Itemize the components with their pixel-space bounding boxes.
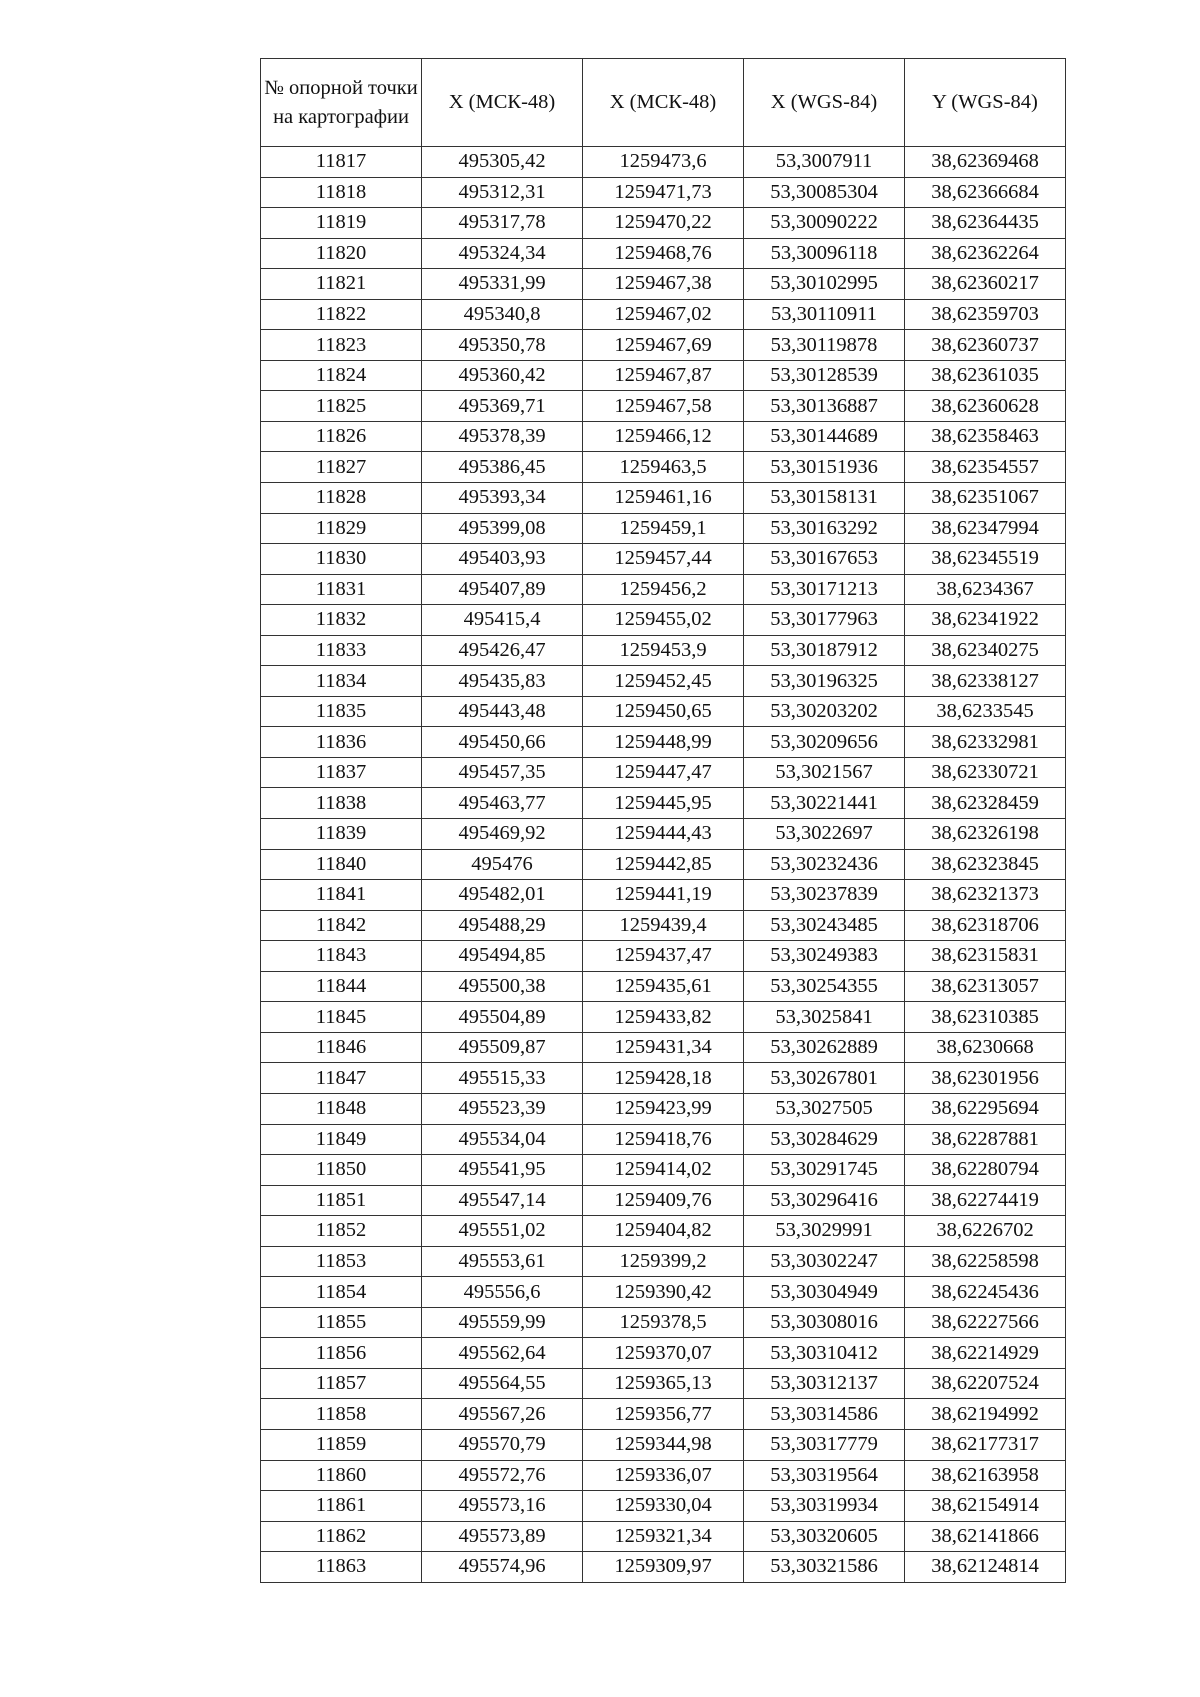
cell-x-msk48-a: 495378,39 [422,421,583,452]
cell-x-msk48-a: 495369,71 [422,391,583,422]
cell-x-msk48-a: 495469,92 [422,819,583,850]
cell-point-number: 11821 [261,269,422,300]
cell-x-wgs84: 53,30237839 [744,880,905,911]
cell-point-number: 11828 [261,483,422,514]
cell-y-wgs84: 38,62194992 [905,1399,1066,1430]
cell-x-msk48-a: 495450,66 [422,727,583,758]
cell-point-number: 11848 [261,1093,422,1124]
cell-x-wgs84: 53,30085304 [744,177,905,208]
cell-y-wgs84: 38,62207524 [905,1368,1066,1399]
cell-x-wgs84: 53,30254355 [744,971,905,1002]
cell-x-msk48-b: 1259470,22 [583,208,744,239]
cell-x-wgs84: 53,30203202 [744,696,905,727]
cell-point-number: 11840 [261,849,422,880]
cell-x-msk48-a: 495494,85 [422,941,583,972]
cell-x-msk48-a: 495457,35 [422,757,583,788]
cell-x-wgs84: 53,30249383 [744,941,905,972]
table-row [261,452,1066,483]
cell-y-wgs84: 38,62364435 [905,208,1066,239]
cell-x-msk48-b: 1259431,34 [583,1032,744,1063]
cell-x-msk48-b: 1259409,76 [583,1185,744,1216]
cell-x-msk48-b: 1259399,2 [583,1246,744,1277]
cell-point-number: 11818 [261,177,422,208]
cell-x-msk48-b: 1259450,65 [583,696,744,727]
cell-x-msk48-a: 495572,76 [422,1460,583,1491]
cell-y-wgs84: 38,62295694 [905,1093,1066,1124]
cell-x-wgs84: 53,3027505 [744,1093,905,1124]
cell-point-number: 11835 [261,696,422,727]
table-row [261,177,1066,208]
table-row [261,727,1066,758]
cell-x-msk48-b: 1259452,45 [583,666,744,697]
table-row [261,696,1066,727]
cell-x-wgs84: 53,30096118 [744,238,905,269]
cell-x-msk48-b: 1259344,98 [583,1429,744,1460]
cell-x-msk48-b: 1259468,76 [583,238,744,269]
header-x-msk48-b: X (МСК-48) [583,59,744,147]
table-row [261,635,1066,666]
cell-point-number: 11843 [261,941,422,972]
table-row [261,1063,1066,1094]
cell-x-msk48-a: 495340,8 [422,299,583,330]
cell-x-msk48-b: 1259441,19 [583,880,744,911]
cell-x-msk48-a: 495482,01 [422,880,583,911]
cell-x-msk48-b: 1259444,43 [583,819,744,850]
cell-point-number: 11832 [261,605,422,636]
cell-x-msk48-b: 1259433,82 [583,1002,744,1033]
cell-point-number: 11859 [261,1429,422,1460]
cell-point-number: 11836 [261,727,422,758]
cell-y-wgs84: 38,62326198 [905,819,1066,850]
cell-x-msk48-b: 1259435,61 [583,971,744,1002]
cell-point-number: 11839 [261,819,422,850]
cell-y-wgs84: 38,62318706 [905,910,1066,941]
cell-x-wgs84: 53,30163292 [744,513,905,544]
cell-point-number: 11860 [261,1460,422,1491]
cell-x-msk48-a: 495562,64 [422,1338,583,1369]
cell-x-wgs84: 53,30221441 [744,788,905,819]
cell-x-msk48-a: 495386,45 [422,452,583,483]
cell-point-number: 11842 [261,910,422,941]
table-row [261,544,1066,575]
cell-x-wgs84: 53,30110911 [744,299,905,330]
cell-y-wgs84: 38,6230668 [905,1032,1066,1063]
table-row [261,1429,1066,1460]
cell-x-wgs84: 53,30267801 [744,1063,905,1094]
cell-y-wgs84: 38,62330721 [905,757,1066,788]
cell-point-number: 11862 [261,1521,422,1552]
cell-point-number: 11826 [261,421,422,452]
cell-x-msk48-b: 1259461,16 [583,483,744,514]
cell-y-wgs84: 38,62351067 [905,483,1066,514]
cell-x-msk48-a: 495551,02 [422,1216,583,1247]
cell-point-number: 11819 [261,208,422,239]
cell-y-wgs84: 38,62360737 [905,330,1066,361]
header-point-number: № опорной точки на картографии [261,59,422,147]
cell-x-msk48-b: 1259457,44 [583,544,744,575]
cell-y-wgs84: 38,62362264 [905,238,1066,269]
table-row [261,1002,1066,1033]
cell-y-wgs84: 38,62366684 [905,177,1066,208]
table-row [261,971,1066,1002]
table-row [261,1093,1066,1124]
table-row [261,1521,1066,1552]
cell-y-wgs84: 38,6234367 [905,574,1066,605]
cell-x-wgs84: 53,3025841 [744,1002,905,1033]
cell-y-wgs84: 38,62141866 [905,1521,1066,1552]
cell-y-wgs84: 38,62323845 [905,849,1066,880]
cell-x-msk48-a: 495393,34 [422,483,583,514]
cell-x-msk48-b: 1259309,97 [583,1552,744,1583]
table-row [261,269,1066,300]
cell-x-msk48-a: 495547,14 [422,1185,583,1216]
cell-point-number: 11838 [261,788,422,819]
cell-x-msk48-b: 1259463,5 [583,452,744,483]
cell-point-number: 11855 [261,1307,422,1338]
cell-point-number: 11831 [261,574,422,605]
table-row [261,1155,1066,1186]
cell-x-msk48-b: 1259467,69 [583,330,744,361]
cell-x-msk48-b: 1259456,2 [583,574,744,605]
cell-point-number: 11846 [261,1032,422,1063]
table-row [261,819,1066,850]
cell-x-msk48-a: 495541,95 [422,1155,583,1186]
table-header-row [261,59,1066,147]
cell-x-msk48-b: 1259453,9 [583,635,744,666]
cell-y-wgs84: 38,62347994 [905,513,1066,544]
cell-x-msk48-b: 1259439,4 [583,910,744,941]
cell-y-wgs84: 38,62313057 [905,971,1066,1002]
cell-x-msk48-b: 1259418,76 [583,1124,744,1155]
cell-x-wgs84: 53,30262889 [744,1032,905,1063]
cell-x-msk48-b: 1259330,04 [583,1491,744,1522]
cell-y-wgs84: 38,62274419 [905,1185,1066,1216]
cell-y-wgs84: 38,62360217 [905,269,1066,300]
cell-x-msk48-b: 1259467,58 [583,391,744,422]
cell-x-msk48-a: 495504,89 [422,1002,583,1033]
cell-x-msk48-a: 495570,79 [422,1429,583,1460]
cell-point-number: 11837 [261,757,422,788]
table-row [261,666,1066,697]
table-row [261,360,1066,391]
cell-y-wgs84: 38,62315831 [905,941,1066,972]
cell-x-wgs84: 53,30136887 [744,391,905,422]
cell-x-msk48-a: 495324,34 [422,238,583,269]
cell-x-msk48-b: 1259321,34 [583,1521,744,1552]
cell-y-wgs84: 38,62177317 [905,1429,1066,1460]
cell-point-number: 11861 [261,1491,422,1522]
cell-y-wgs84: 38,62359703 [905,299,1066,330]
cell-x-msk48-a: 495573,89 [422,1521,583,1552]
cell-x-wgs84: 53,3022697 [744,819,905,850]
cell-point-number: 11847 [261,1063,422,1094]
cell-x-msk48-a: 495553,61 [422,1246,583,1277]
cell-x-wgs84: 53,30177963 [744,605,905,636]
cell-x-wgs84: 53,3021567 [744,757,905,788]
cell-x-wgs84: 53,30296416 [744,1185,905,1216]
cell-point-number: 11841 [261,880,422,911]
cell-x-msk48-a: 495407,89 [422,574,583,605]
table-row [261,1368,1066,1399]
cell-point-number: 11829 [261,513,422,544]
cell-x-wgs84: 53,30196325 [744,666,905,697]
cell-x-msk48-a: 495443,48 [422,696,583,727]
cell-y-wgs84: 38,62358463 [905,421,1066,452]
cell-y-wgs84: 38,62354557 [905,452,1066,483]
cell-point-number: 11849 [261,1124,422,1155]
cell-x-msk48-b: 1259442,85 [583,849,744,880]
cell-y-wgs84: 38,62310385 [905,1002,1066,1033]
cell-x-wgs84: 53,30302247 [744,1246,905,1277]
cell-x-wgs84: 53,30291745 [744,1155,905,1186]
cell-x-msk48-a: 495574,96 [422,1552,583,1583]
cell-x-msk48-b: 1259390,42 [583,1277,744,1308]
cell-y-wgs84: 38,62341922 [905,605,1066,636]
cell-point-number: 11854 [261,1277,422,1308]
cell-point-number: 11856 [261,1338,422,1369]
cell-x-msk48-a: 495463,77 [422,788,583,819]
cell-x-msk48-b: 1259448,99 [583,727,744,758]
table-body [261,147,1066,1583]
cell-point-number: 11834 [261,666,422,697]
cell-y-wgs84: 38,62163958 [905,1460,1066,1491]
table-row [261,1460,1066,1491]
cell-x-wgs84: 53,30319934 [744,1491,905,1522]
cell-x-wgs84: 53,30243485 [744,910,905,941]
cell-x-msk48-b: 1259378,5 [583,1307,744,1338]
cell-x-msk48-a: 495360,42 [422,360,583,391]
cell-y-wgs84: 38,62214929 [905,1338,1066,1369]
cell-x-wgs84: 53,30187912 [744,635,905,666]
cell-x-wgs84: 53,30317779 [744,1429,905,1460]
table-row [261,941,1066,972]
cell-x-msk48-b: 1259404,82 [583,1216,744,1247]
cell-point-number: 11824 [261,360,422,391]
cell-x-wgs84: 53,30171213 [744,574,905,605]
cell-x-msk48-a: 495312,31 [422,177,583,208]
cell-y-wgs84: 38,62332981 [905,727,1066,758]
table-row [261,1185,1066,1216]
cell-y-wgs84: 38,62361035 [905,360,1066,391]
cell-x-msk48-a: 495331,99 [422,269,583,300]
cell-x-msk48-a: 495509,87 [422,1032,583,1063]
cell-y-wgs84: 38,62321373 [905,880,1066,911]
cell-point-number: 11857 [261,1368,422,1399]
cell-x-msk48-a: 495559,99 [422,1307,583,1338]
header-x-wgs84: X (WGS-84) [744,59,905,147]
table-row [261,1399,1066,1430]
table-row [261,1338,1066,1369]
cell-x-wgs84: 53,30102995 [744,269,905,300]
cell-point-number: 11825 [261,391,422,422]
table-row [261,299,1066,330]
cell-x-wgs84: 53,30158131 [744,483,905,514]
cell-x-wgs84: 53,30310412 [744,1338,905,1369]
cell-point-number: 11863 [261,1552,422,1583]
cell-point-number: 11858 [261,1399,422,1430]
cell-x-msk48-a: 495564,55 [422,1368,583,1399]
table-row [261,757,1066,788]
table-row [261,1032,1066,1063]
cell-x-wgs84: 53,30312137 [744,1368,905,1399]
table-row [261,238,1066,269]
cell-x-wgs84: 53,3007911 [744,147,905,178]
cell-x-msk48-a: 495534,04 [422,1124,583,1155]
table-row [261,391,1066,422]
cell-x-wgs84: 53,30232436 [744,849,905,880]
cell-x-wgs84: 53,30304949 [744,1277,905,1308]
cell-x-wgs84: 53,30209656 [744,727,905,758]
cell-x-msk48-b: 1259365,13 [583,1368,744,1399]
cell-x-wgs84: 53,30144689 [744,421,905,452]
cell-x-msk48-b: 1259466,12 [583,421,744,452]
cell-x-msk48-a: 495399,08 [422,513,583,544]
cell-y-wgs84: 38,62245436 [905,1277,1066,1308]
cell-y-wgs84: 38,62280794 [905,1155,1066,1186]
cell-x-wgs84: 53,30321586 [744,1552,905,1583]
table-row [261,849,1066,880]
cell-point-number: 11851 [261,1185,422,1216]
cell-x-wgs84: 53,30167653 [744,544,905,575]
cell-x-msk48-a: 495523,39 [422,1093,583,1124]
cell-y-wgs84: 38,62369468 [905,147,1066,178]
cell-y-wgs84: 38,62287881 [905,1124,1066,1155]
cell-x-wgs84: 53,30119878 [744,330,905,361]
cell-point-number: 11822 [261,299,422,330]
table-row [261,605,1066,636]
cell-x-msk48-a: 495435,83 [422,666,583,697]
cell-x-wgs84: 53,30151936 [744,452,905,483]
cell-x-msk48-b: 1259437,47 [583,941,744,972]
table-row [261,147,1066,178]
cell-point-number: 11817 [261,147,422,178]
cell-x-msk48-b: 1259370,07 [583,1338,744,1369]
cell-y-wgs84: 38,62338127 [905,666,1066,697]
cell-x-wgs84: 53,30308016 [744,1307,905,1338]
table-row [261,513,1066,544]
cell-point-number: 11844 [261,971,422,1002]
cell-x-msk48-b: 1259447,47 [583,757,744,788]
header-y-wgs84: Y (WGS-84) [905,59,1066,147]
table-row [261,1307,1066,1338]
table-row [261,1246,1066,1277]
table-row [261,910,1066,941]
cell-x-msk48-a: 495415,4 [422,605,583,636]
cell-x-msk48-a: 495403,93 [422,544,583,575]
cell-x-wgs84: 53,30284629 [744,1124,905,1155]
table-row [261,788,1066,819]
cell-x-wgs84: 53,30090222 [744,208,905,239]
cell-point-number: 11850 [261,1155,422,1186]
cell-x-msk48-b: 1259336,07 [583,1460,744,1491]
cell-point-number: 11830 [261,544,422,575]
table-row [261,330,1066,361]
cell-y-wgs84: 38,62328459 [905,788,1066,819]
cell-y-wgs84: 38,62345519 [905,544,1066,575]
cell-x-msk48-a: 495488,29 [422,910,583,941]
table-row [261,1124,1066,1155]
cell-x-wgs84: 53,30320605 [744,1521,905,1552]
cell-y-wgs84: 38,62124814 [905,1552,1066,1583]
cell-x-msk48-a: 495556,6 [422,1277,583,1308]
table-row [261,880,1066,911]
cell-y-wgs84: 38,6233545 [905,696,1066,727]
cell-x-msk48-a: 495317,78 [422,208,583,239]
table-row [261,483,1066,514]
cell-x-msk48-b: 1259467,38 [583,269,744,300]
cell-x-msk48-b: 1259471,73 [583,177,744,208]
cell-point-number: 11852 [261,1216,422,1247]
cell-x-msk48-a: 495567,26 [422,1399,583,1430]
cell-x-msk48-a: 495515,33 [422,1063,583,1094]
coordinates-table [260,58,1066,1583]
cell-point-number: 11845 [261,1002,422,1033]
cell-y-wgs84: 38,62340275 [905,635,1066,666]
cell-point-number: 11833 [261,635,422,666]
cell-x-msk48-b: 1259467,87 [583,360,744,391]
cell-x-wgs84: 53,3029991 [744,1216,905,1247]
table-row [261,1216,1066,1247]
cell-x-msk48-b: 1259467,02 [583,299,744,330]
table-row [261,208,1066,239]
cell-x-msk48-a: 495573,16 [422,1491,583,1522]
cell-y-wgs84: 38,6226702 [905,1216,1066,1247]
cell-x-wgs84: 53,30314586 [744,1399,905,1430]
cell-y-wgs84: 38,62258598 [905,1246,1066,1277]
cell-x-msk48-b: 1259414,02 [583,1155,744,1186]
cell-y-wgs84: 38,62360628 [905,391,1066,422]
header-x-msk48-a: X (МСК-48) [422,59,583,147]
cell-point-number: 11853 [261,1246,422,1277]
cell-y-wgs84: 38,62301956 [905,1063,1066,1094]
cell-x-wgs84: 53,30128539 [744,360,905,391]
cell-x-msk48-b: 1259423,99 [583,1093,744,1124]
cell-point-number: 11820 [261,238,422,269]
cell-x-msk48-b: 1259455,02 [583,605,744,636]
table-row [261,574,1066,605]
cell-x-msk48-a: 495500,38 [422,971,583,1002]
table-row [261,1552,1066,1583]
cell-x-wgs84: 53,30319564 [744,1460,905,1491]
cell-y-wgs84: 38,62154914 [905,1491,1066,1522]
table-row [261,1277,1066,1308]
cell-x-msk48-b: 1259459,1 [583,513,744,544]
table-row [261,1491,1066,1522]
cell-x-msk48-b: 1259428,18 [583,1063,744,1094]
table-row [261,421,1066,452]
cell-x-msk48-b: 1259356,77 [583,1399,744,1430]
cell-point-number: 11827 [261,452,422,483]
cell-x-msk48-a: 495426,47 [422,635,583,666]
cell-x-msk48-a: 495350,78 [422,330,583,361]
cell-x-msk48-b: 1259445,95 [583,788,744,819]
cell-point-number: 11823 [261,330,422,361]
cell-x-msk48-a: 495305,42 [422,147,583,178]
cell-y-wgs84: 38,62227566 [905,1307,1066,1338]
cell-x-msk48-b: 1259473,6 [583,147,744,178]
cell-x-msk48-a: 495476 [422,849,583,880]
